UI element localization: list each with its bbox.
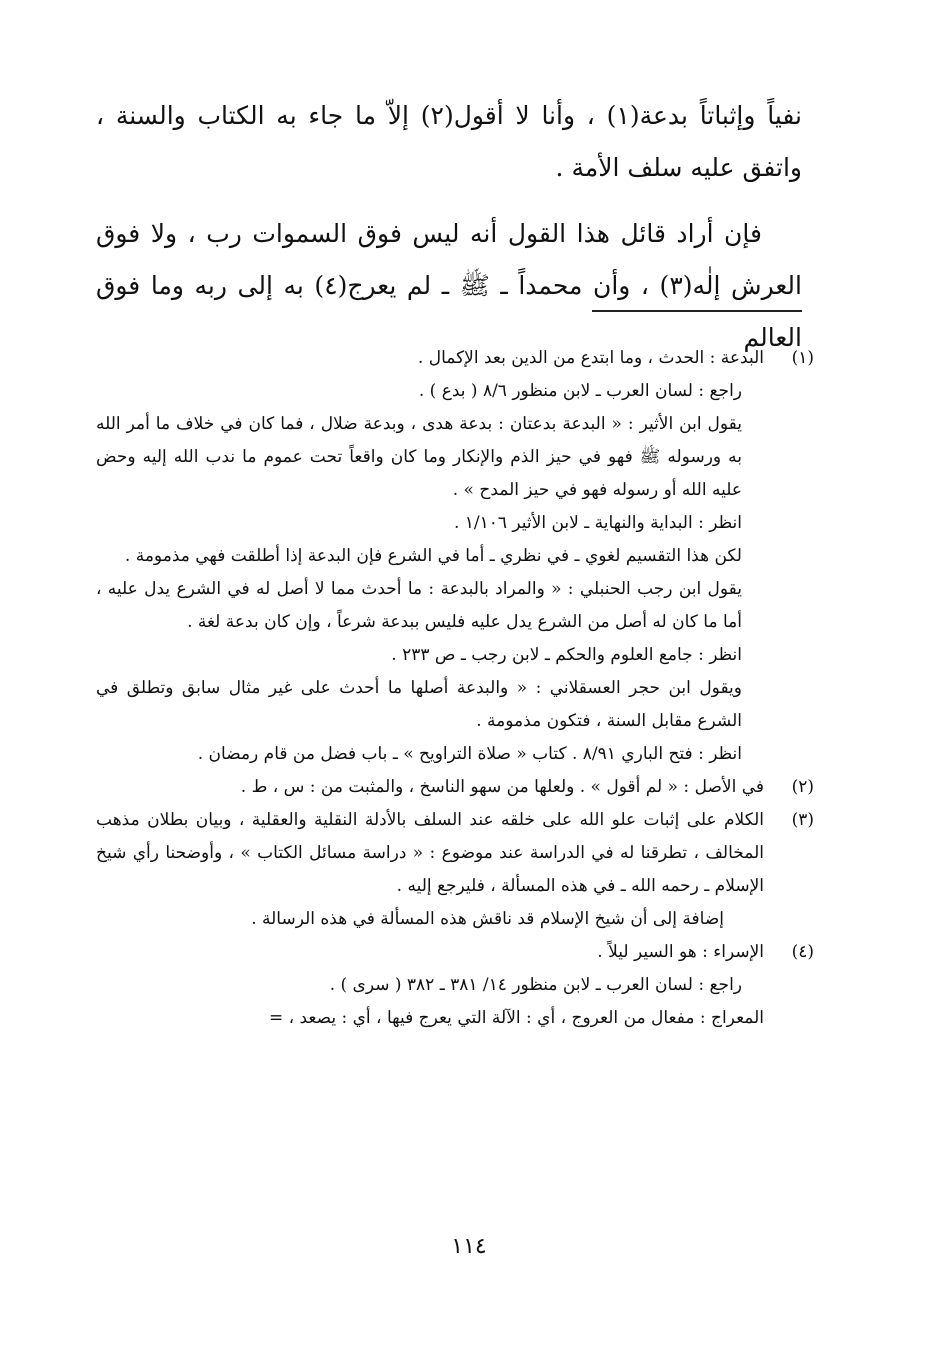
footnote-line: إضافة إلى أن شيخ الإسلام قد ناقش هذه المسألة في هذه الرسالة . (251, 909, 724, 929)
main-paragraph-2: فإن أراد قائل هذا القول أنه ليس فوق السموات رب ، ولا فوق العرش إلٰه(٣) ، وأن محمداً ـ ﷺ ـ لم يعرج(٤) به إلى ربه وما فوق العالم (96, 219, 802, 352)
footnote-line: انظر : البداية والنهاية ـ لابن الأثير ١/١٠٦ . (453, 513, 742, 533)
main-text (96, 90, 802, 378)
footnote-line: انظر : فتح الباري ٨/٩١ . كتاب « صلاة التراويح » ـ باب فضل من قام رمضان . (197, 744, 742, 764)
footnote-number: (٣) (791, 810, 814, 830)
footnote-line: راجع : لسان العرب ـ لابن منظور ٨/٦ ( بدع ) . (418, 381, 742, 401)
footnote-number: (٤) (791, 942, 814, 962)
footnote-separator (592, 310, 802, 312)
footnote-line: لكن هذا التقسيم لغوي ـ في نظري ـ أما في الشرع فإن البدعة إذا أطلقت فهي مذمومة . (124, 546, 742, 566)
footnote-line: البدعة : الحدث ، وما ابتدع من الدين بعد الإكمال . (417, 348, 764, 368)
footnote-2 (96, 771, 814, 804)
footnote-line: راجع : لسان العرب ـ لابن منظور ١٤/ ٣٨١ ـ ٣٨٢ ( سرى ) . (329, 975, 742, 995)
page-number: ١١٤ (451, 1234, 487, 1259)
footnotes (96, 342, 814, 1035)
footnote-number: (٢) (791, 777, 814, 797)
footnote-line: الإسراء : هو السير ليلاً . (597, 942, 764, 962)
footnote-3 (96, 804, 814, 936)
footnote-line: ويقول ابن حجر العسقلاني : « والبدعة أصلها ما أحدث على غير مثال سابق وتطلق في الشرع مقابل السنة ، فتكون مذمومة . (96, 678, 742, 731)
footnote-line: يقول ابن الأثير : « البدعة بدعتان : بدعة هدى ، وبدعة ضلال ، فما كان في خلاف ما أمر الله به ورسوله ﷺ فهو في حيز الذم والإنكار وما كان واقعاً تحت عموم ما ندب الله إليه وحض عليه الله أو رسوله فهو في حيز المدح » . (96, 414, 742, 500)
footnote-4 (96, 936, 814, 1035)
footnote-line: يقول ابن رجب الحنبلي : « والمراد بالبدعة : ما أحدث مما لا أصل له في الشرع يدل عليه ، أما ما كان له أصل من الشرع يدل عليه فليس ببدعة شرعاً ، وإن كان بدعة لغة . (96, 579, 742, 632)
footnote-number: (١) (791, 348, 814, 368)
footnote-line: المعراج : مفعال من العروج ، أي : الآلة التي يعرج فيها ، أي : يصعد ، = (268, 1008, 764, 1028)
footnote-1 (96, 342, 814, 771)
main-paragraph-1: نفياً وإثباتاً بدعة(١) ، وأنا لا أقول(٢) إلاّ ما جاء به الكتاب والسنة ، واتفق عليه سلف الأمة . (96, 101, 802, 182)
footnote-line: انظر : جامع العلوم والحكم ـ لابن رجب ـ ص ٢٣٣ . (391, 645, 742, 665)
footnote-line: في الأصل : « لم أقول » . ولعلها من سهو الناسخ ، والمثبت من : س ، ط . (240, 777, 764, 797)
footnote-line: الكلام على إثبات علو الله على خلقه عند السلف بالأدلة النقلية والعقلية ، وبيان بطلان مذهب المخالف ، تطرقنا له في الدراسة عند موضوع : « دراسة مسائل الكتاب » ، وأوضحنا رأي شيخ الإسلام ـ رحمه الله ـ في هذه المسألة ، فليرجع إليه . (96, 810, 764, 896)
